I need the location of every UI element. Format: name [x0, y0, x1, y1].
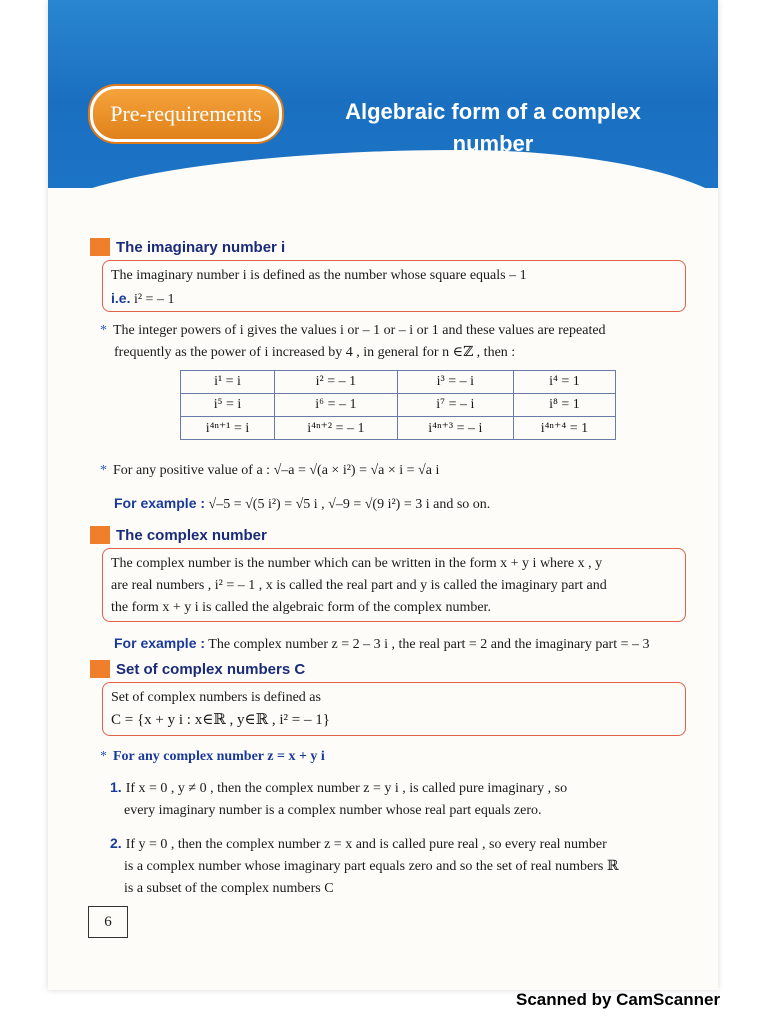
- case-2: 2. If y = 0 , then the complex number z = x and is called pure real , so every real number is a complex number whose imaginary part equals zero and so the set of real numbers ℝ is a subset of the complex numbers C: [110, 835, 619, 896]
- section-heading: The imaginary number i: [116, 238, 286, 256]
- table-cell: i⁵ = i: [181, 394, 275, 417]
- example-complex: For example : The complex number z = 2 – 3 i , the real part = 2 and the imaginary part = – 3: [114, 635, 650, 652]
- table-cell: i² = – 1: [275, 371, 398, 394]
- ie-formula: i² = – 1: [133, 292, 175, 307]
- table-cell: i⁶ = – 1: [275, 394, 398, 417]
- table-cell: i³ = – i: [397, 371, 513, 394]
- definition-box: [102, 260, 686, 312]
- table-cell: i⁴ = 1: [513, 371, 615, 394]
- title-line-1: Algebraic form of a complex: [345, 99, 641, 124]
- complex-definition-box: The complex number is the number which can be written in the form x + y i where x , y are real numbers , i² = – 1 , x is called the real part and y is called the imaginary part and the form x + y i is called the algebraic form of the complex number.: [102, 548, 686, 622]
- section-square-icon: [90, 660, 110, 678]
- ie-label: i.e.: [111, 290, 131, 306]
- table-cell: i⁴ⁿ⁺² = – 1: [275, 417, 398, 440]
- table-cell: i⁴ⁿ⁺¹ = i: [181, 417, 275, 440]
- table-row: [181, 417, 616, 440]
- table-cell: i⁴ⁿ⁺³ = – i: [397, 417, 513, 440]
- section-complex-number: [90, 526, 267, 544]
- powers-of-i-table: [180, 370, 616, 440]
- complex-cases-heading: * For any complex number z = x + y i: [100, 749, 325, 764]
- star-icon: *: [100, 463, 107, 478]
- section-heading: The complex number: [116, 526, 267, 544]
- document-page: [48, 0, 718, 990]
- table-cell: i⁷ = – i: [397, 394, 513, 417]
- definition-text: The imaginary number i is defined as the number whose square equals – 1: [111, 268, 527, 283]
- positive-a-note: * For any positive value of a : √–a = √(a × i²) = √a × i = √a i: [100, 463, 440, 478]
- section-heading: Set of complex numbers C: [116, 660, 306, 678]
- ie-line: [111, 287, 677, 311]
- section-square-icon: [90, 526, 110, 544]
- table-row: [181, 371, 616, 394]
- star-icon: *: [100, 323, 107, 338]
- section-square-icon: [90, 238, 110, 256]
- prerequirements-badge: Pre-requirements: [90, 86, 282, 142]
- case-1: 1. If x = 0 , y ≠ 0 , then the complex number z = y i , is called pure imaginary , so every imaginary number is a complex number whose real part equals zero.: [110, 779, 568, 818]
- page-title: [298, 96, 688, 160]
- section-imaginary-number: [90, 238, 285, 256]
- title-line-2: number: [452, 131, 534, 156]
- table-cell: i¹ = i: [181, 371, 275, 394]
- table-cell: i⁸ = 1: [513, 394, 615, 417]
- table-cell: i⁴ⁿ⁺⁴ = 1: [513, 417, 615, 440]
- table-row: [181, 394, 616, 417]
- set-definition-box: Set of complex numbers is defined as C = {x + y i : x∈ℝ , y∈ℝ , i² = – 1}: [102, 682, 686, 736]
- section-set-complex: [90, 660, 305, 678]
- scanner-watermark: Scanned by CamScanner: [516, 990, 721, 1009]
- star-icon: *: [100, 749, 107, 764]
- page-number: 6: [88, 906, 128, 938]
- example-sqrt: For example : √–5 = √(5 i²) = √5 i , √–9 = √(9 i²) = 3 i and so on.: [114, 495, 491, 512]
- powers-note: * The integer powers of i gives the values i or – 1 or – i or 1 and these values are repeated frequently as the power of i increased by 4 , in general for n ∈ℤ , then :: [100, 323, 606, 360]
